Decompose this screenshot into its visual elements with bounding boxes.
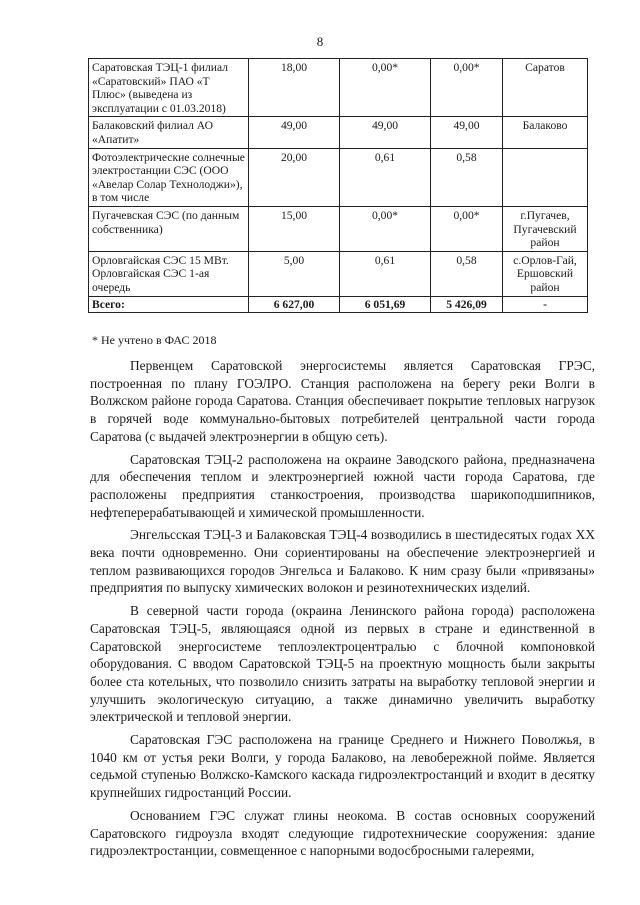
value-cell: 0,00* bbox=[340, 206, 431, 251]
value-cell: 0,00* bbox=[431, 206, 503, 251]
value-cell: 0,61 bbox=[340, 148, 431, 206]
value-cell: 0,00* bbox=[340, 59, 431, 117]
location-cell bbox=[503, 148, 588, 206]
value-cell: 0,00* bbox=[431, 59, 503, 117]
value-cell: 15,00 bbox=[249, 206, 340, 251]
paragraph: В северной части города (окраина Ленинского района города) расположена Саратовская ТЭЦ-5, являющаяся одной из первых в стране и единственной в Саратовской энергосистеме теплоэлектроцентралью с блочной компоновкой оборудования. С вводом Саратовской ТЭЦ-5 на проектную мощность были закрыты более ста котельных, что позволило снизить затраты на выработку тепловой энергии и улучшить экологическую ситуацию, а также динамично увеличить выработку электрической и тепловой энергии. bbox=[90, 603, 595, 725]
table-row bbox=[89, 206, 588, 251]
value-cell: 49,00 bbox=[249, 117, 340, 148]
plant-name-cell: Саратовская ТЭЦ-1 филиал «Саратовский» ПАО «Т Плюс» (выведена из эксплуатации с 01.03.2018) bbox=[89, 59, 249, 117]
footnote: * Не учтено в ФАС 2018 bbox=[92, 333, 217, 347]
paragraph: Первенцем Саратовской энергосистемы является Саратовская ГРЭС, построенная по плану ГОЭЛРО. Станция расположена на берегу реки Волги в Волжском районе города Саратова. Станция обеспечивает покрытие тепловых нагрузок в горячей воде коммунально-бытовых потребителей центральной части города Саратова (с выдачей электроэнергии в общую сеть). bbox=[90, 358, 595, 444]
value-cell: 0,58 bbox=[431, 251, 503, 296]
table-row bbox=[89, 59, 588, 117]
plant-name-cell: Фотоэлектрические солнечные электростанции СЭС (ООО «Авелар Солар Технолоджи»), в том числе bbox=[89, 148, 249, 206]
location-cell: Саратов bbox=[503, 59, 588, 117]
paragraph: Саратовская ГЭС расположена на границе Среднего и Нижнего Поволжья, в 1040 км от устья реки Волги, у города Балаково, на левобережной пойме. Является седьмой ступенью Волжско-Камского каскада гидроэлектростанций и входит в десятку крупнейших гидростанций России. bbox=[90, 732, 595, 801]
location-cell: г.Пугачев, Пугачевский район bbox=[503, 206, 588, 251]
location-cell: с.Орлов-Гай, Ершовский район bbox=[503, 251, 588, 296]
body-text bbox=[90, 357, 595, 865]
table-row bbox=[89, 251, 588, 296]
location-cell: Балаково bbox=[503, 117, 588, 148]
power-plants-table bbox=[88, 58, 588, 313]
total-label: Всего: bbox=[89, 296, 249, 313]
value-cell: 0,61 bbox=[340, 251, 431, 296]
paragraph: Саратовская ТЭЦ-2 расположена на окраине Заводского района, предназначена для обеспечения теплом и электроэнергией южной части города Саратова, где расположены предприятия станкостроения, производства шарикоподшипников, нефтеперерабатывающей и химической промышленности. bbox=[90, 451, 595, 520]
total-value-cell: 5 426,09 bbox=[431, 296, 503, 313]
total-value-cell: 6 627,00 bbox=[249, 296, 340, 313]
plant-name-cell: Орловгайская СЭС 15 МВт. Орловгайская СЭС 1-ая очередь bbox=[89, 251, 249, 296]
paragraph: Основанием ГЭС служат глины неокома. В состав основных сооружений Саратовского гидроузла входят следующие гидротехнические сооружения: здание гидроэлектростанции, совмещенное с напорными водосбросными галереями, bbox=[90, 807, 595, 859]
paragraph: Энгельсская ТЭЦ-3 и Балаковская ТЭЦ-4 возводились в шестидесятых годах XX века почти одновременно. Они сориентированы на обеспечение электроэнергией и теплом развивающихся городов Энгельса и Балаково. К ним сразу были «привязаны» предприятия по выпуску химических волокон и резинотехнических изделий. bbox=[90, 527, 595, 596]
plant-name-cell: Пугачевская СЭС (по данным собственника) bbox=[89, 206, 249, 251]
value-cell: 18,00 bbox=[249, 59, 340, 117]
value-cell: 49,00 bbox=[431, 117, 503, 148]
value-cell: 49,00 bbox=[340, 117, 431, 148]
total-location-cell: - bbox=[503, 296, 588, 313]
table-row bbox=[89, 148, 588, 206]
value-cell: 20,00 bbox=[249, 148, 340, 206]
total-row bbox=[89, 296, 588, 313]
page-number: 8 bbox=[316, 34, 324, 49]
total-value-cell: 6 051,69 bbox=[340, 296, 431, 313]
value-cell: 0,58 bbox=[431, 148, 503, 206]
table-row bbox=[89, 117, 588, 148]
plant-name-cell: Балаковский филиал АО «Апатит» bbox=[89, 117, 249, 148]
value-cell: 5,00 bbox=[249, 251, 340, 296]
